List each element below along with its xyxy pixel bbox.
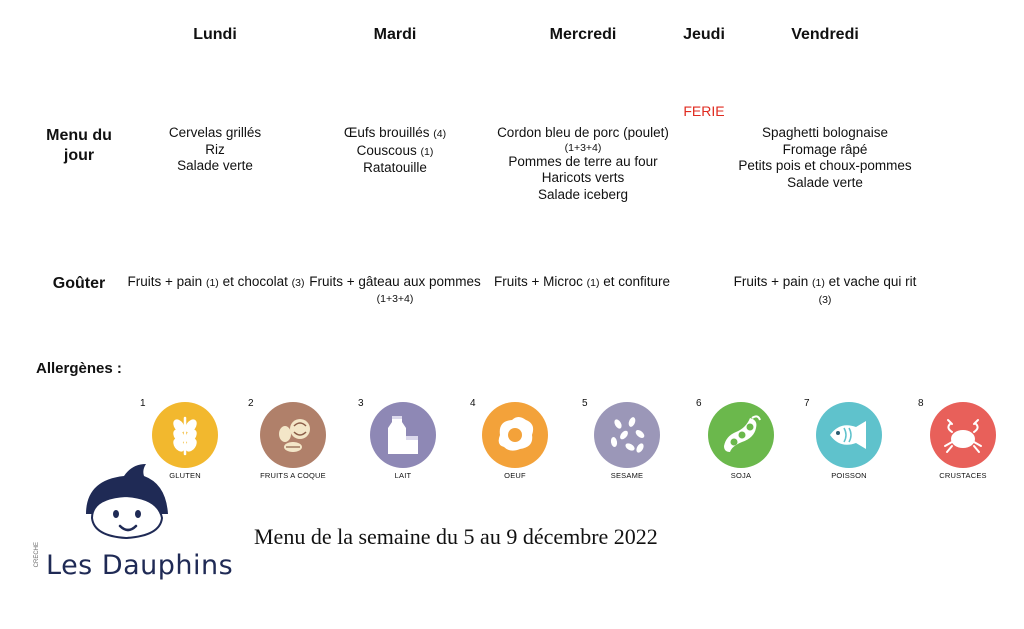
egg-icon [482,402,548,468]
row-label-menu-line2: jour [63,147,95,164]
allergen-crustaces: 8 CRUSTACES [918,398,1008,488]
menu-cell-lundi [140,125,290,175]
allergens-title: Allergènes : [36,360,122,377]
logo-side-text: CRÈCHE [34,542,40,568]
dolphin-face-icon [34,452,214,547]
soy-icon [708,402,774,468]
menu-item: Fromage râpé [782,141,868,157]
menu-item: Haricots verts [541,170,625,185]
menu-item: Salade iceberg [537,186,629,202]
menu-item: Cervelas grillés [168,125,262,140]
allergen-fruits-a-coque: 2 FRUITS A COQUE [248,398,326,480]
milk-icon [370,402,436,468]
row-label-gouter: Goûter [52,275,106,292]
allergen-gluten: 1 GLUTEN [140,398,230,488]
menu-item: Riz [205,141,225,157]
row-label-menu-line1: Menu du [46,127,112,144]
menu-item: Spaghetti bolognaise [761,125,889,140]
week-title: Menu de la semaine du 5 au 9 décembre 2022 [254,524,658,549]
menu-item: Salade verte [177,158,253,173]
logo-text: Les Dauphins [46,550,234,581]
row-label-menu [34,126,124,166]
day-header-mercredi: Mercredi [549,26,617,43]
menu-item: Pommes de terre au four [508,153,658,169]
day-header-lundi: Lundi [193,26,237,43]
menu-cell-jeudi-ferie: FERIE [683,103,725,119]
gouter-cell-mardi: Fruits + gâteau aux pommes (1+3+4) [309,274,481,305]
allergen-sesame: 5 SESAME [582,398,672,488]
nuts-icon [260,402,326,468]
fish-icon [816,402,882,468]
allergen-tag: (1+3+4) [564,141,602,154]
menu-item: Petits pois et choux-pommes [738,158,912,173]
menu-cell-vendredi [725,125,925,191]
sesame-icon [594,402,660,468]
day-header-jeudi: Jeudi [683,26,725,43]
allergen-soja: 6 SOJA [696,398,786,488]
gouter-cell-mercredi: Fruits + Microc (1) et confiture [493,274,671,289]
menu-cell-mardi [320,125,470,177]
menu-cell-mercredi [483,125,683,203]
menu-item: Cordon bleu de porc (poulet) [497,125,669,140]
day-header-mardi: Mardi [373,26,417,43]
menu-item: Œufs brouillés (4) [343,125,447,140]
menu-item: Salade verte [787,174,863,190]
logo [34,452,234,602]
allergen-lait: 3 LAIT [358,398,448,488]
allergen-poisson: 7 POISSON [804,398,894,488]
allergen-oeuf: 4 OEUF [470,398,560,488]
menu-item: Ratatouille [363,160,427,175]
crab-icon [930,402,996,468]
day-header-vendredi: Vendredi [791,26,859,43]
gouter-cell-vendredi: Fruits + pain (1) et vache qui rit (3) [733,274,917,306]
menu-item: Couscous (1) [356,142,434,158]
gouter-cell-lundi: Fruits + pain (1) et chocolat (3) [127,274,305,289]
